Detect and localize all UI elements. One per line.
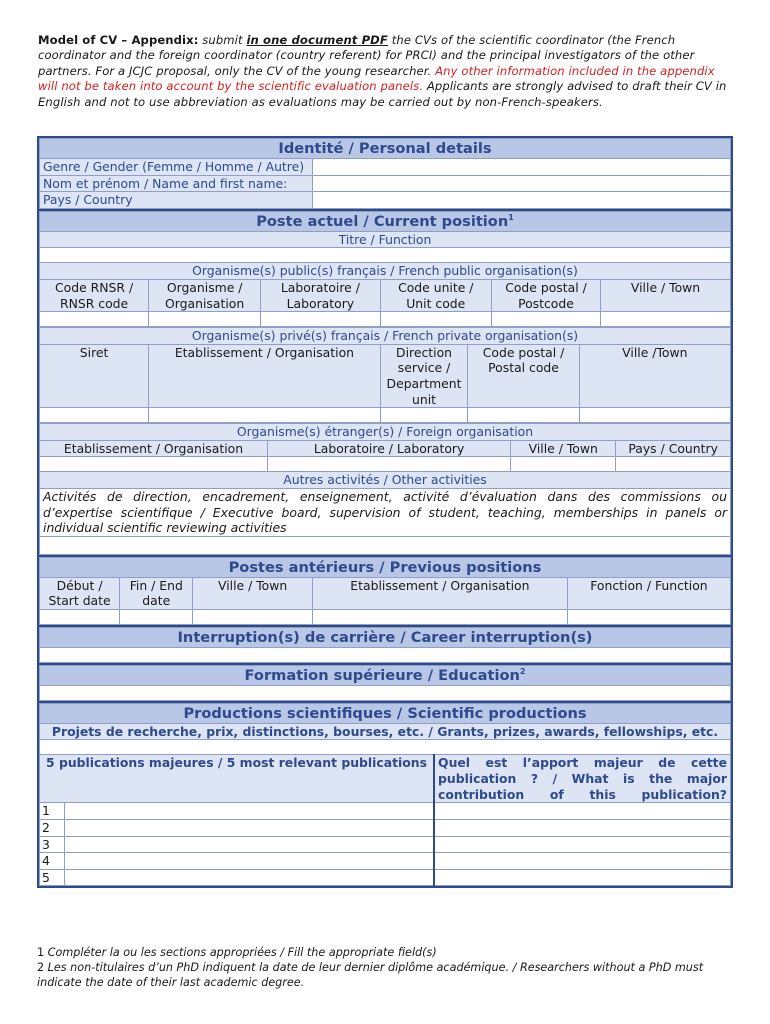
name-label: Nom et prénom / Name and first name: [40, 175, 313, 192]
grants-label: Projets de recherche, prix, distinctions, bourses, etc. / Grants, prizes, awards, fellowships, etc. [40, 723, 731, 740]
contribution-field[interactable] [434, 853, 730, 870]
private-establishment-field[interactable] [149, 408, 380, 423]
foreign-country-field[interactable] [616, 457, 731, 472]
public-org-title: Organisme(s) public(s) français / French public organisation(s) [40, 263, 731, 280]
foreign-town-field[interactable] [511, 457, 616, 472]
public-organisation-field[interactable] [149, 312, 261, 327]
publication-field[interactable] [64, 836, 434, 853]
publication-number: 3 [40, 836, 65, 853]
previous-start-field[interactable] [40, 609, 120, 624]
contribution-header: Quel est l’apport majeur de cette publication ? / What is the major contribution of this publication? [434, 755, 730, 803]
intro-text-3: Applicants are strongly advised to draft their CV in English and not to use abbreviation as evaluations may be carried out by non-French-speakers. [38, 79, 727, 109]
function-field[interactable] [40, 248, 731, 263]
section-previous-positions [37, 555, 733, 625]
publications-header: 5 publications majeures / 5 most relevant publications [40, 755, 435, 803]
private-siret-field[interactable] [40, 408, 149, 423]
publication-field[interactable] [64, 853, 434, 870]
footnote-2-number: 2 [37, 961, 45, 974]
intro-warning: Any other information included in the appendix will not be taken into account by the scientific evaluation panels. [38, 63, 715, 94]
col-town-foreign: Ville / Town [511, 440, 616, 457]
public-rnsr-field[interactable] [40, 312, 149, 327]
contribution-field[interactable] [434, 836, 730, 853]
education-title: Formation supérieure / Education [244, 666, 520, 684]
footnote-1-text: Compléter la ou les sections appropriées / Fill the appropriate field(s) [44, 946, 437, 959]
publication-number: 2 [40, 820, 65, 837]
col-unit-code: Code unite / Unit code [380, 279, 491, 311]
publication-field[interactable] [64, 869, 434, 886]
intro-lead: Model of CV – Appendix: [38, 33, 199, 47]
col-end-date: Fin / End date [120, 577, 193, 609]
foreign-laboratory-field[interactable] [268, 457, 511, 472]
current-position-title: Poste actuel / Current position [256, 212, 509, 230]
gender-field[interactable] [312, 159, 730, 176]
cv-form [37, 136, 733, 888]
other-activities-text: Activités de direction, encadrement, enseignement, activité d’évaluation dans des commissions ou d’expertise scientifique / Executive board, supervision of student, teaching, memberships in panels or individual scientific reviewing activities [40, 488, 731, 536]
section-scientific-productions [37, 701, 733, 889]
contribution-field[interactable] [434, 869, 730, 886]
intro-underlined: in one document PDF [246, 33, 388, 47]
footnote-1 [37, 945, 737, 960]
footnotes [37, 945, 737, 990]
private-department-field[interactable] [380, 408, 468, 423]
footnote-ref-1: 1 [508, 212, 514, 222]
foreign-establishment-field[interactable] [40, 457, 268, 472]
col-postal-code: Code postal / Postal code [468, 344, 579, 407]
publication-field[interactable] [64, 803, 434, 820]
private-org-title: Organisme(s) privé(s) français / French private organisation(s) [40, 328, 731, 345]
foreign-org-title: Organisme(s) étranger(s) / Foreign organisation [40, 424, 731, 441]
public-unit-code-field[interactable] [380, 312, 491, 327]
col-organisation: Organisme / Organisation [149, 279, 261, 311]
col-town: Ville / Town [601, 279, 731, 311]
footnote-2 [37, 960, 737, 990]
section-education [37, 663, 733, 701]
public-postcode-field[interactable] [491, 312, 600, 327]
col-establishment: Etablissement / Organisation [149, 344, 380, 407]
footnote-ref-2: 2 [519, 667, 526, 677]
col-establishment-foreign: Etablissement / Organisation [40, 440, 268, 457]
footnote-1-number: 1 [37, 946, 45, 959]
col-laboratory: Laboratoire / Laboratory [261, 279, 381, 311]
previous-function-field[interactable] [567, 609, 730, 624]
col-town-previous: Ville / Town [193, 577, 313, 609]
country-field[interactable] [312, 192, 730, 209]
col-establishment-previous: Etablissement / Organisation [312, 577, 567, 609]
publication-number: 5 [40, 869, 65, 886]
col-function-previous: Fonction / Function [567, 577, 730, 609]
intro-paragraph [38, 33, 734, 110]
previous-establishment-field[interactable] [312, 609, 567, 624]
col-postcode: Code postal / Postcode [491, 279, 600, 311]
other-activities-title: Autres activités / Other activities [40, 472, 731, 489]
section-identity [37, 136, 733, 209]
name-field[interactable] [312, 175, 730, 192]
previous-positions-header: Postes antérieurs / Previous positions [40, 557, 731, 577]
education-header [40, 665, 731, 685]
publication-number: 1 [40, 803, 65, 820]
career-interruption-header: Interruption(s) de carrière / Career interruption(s) [40, 627, 731, 647]
col-siret: Siret [40, 344, 149, 407]
other-activities-field[interactable] [40, 536, 731, 554]
contribution-field[interactable] [434, 820, 730, 837]
previous-town-field[interactable] [193, 609, 313, 624]
scientific-productions-header: Productions scientifiques / Scientific productions [40, 703, 731, 723]
footnote-2-text: Les non-titulaires d’un PhD indiquent la date de leur dernier diplôme académique. / Researchers without a PhD must indicate the date of their last academic degree. [37, 961, 704, 989]
current-position-header [40, 211, 731, 231]
education-field[interactable] [40, 685, 731, 700]
previous-end-field[interactable] [120, 609, 193, 624]
col-start-date: Début / Start date [40, 577, 120, 609]
identity-header: Identité / Personal details [40, 139, 731, 159]
col-department: Direction service / Department unit [380, 344, 468, 407]
col-laboratory-foreign: Laboratoire / Laboratory [268, 440, 511, 457]
intro-text-2: the CVs of the scientific coordinator (the French coordinator and the foreign coordinator (country referent) for PRCI) and the principal investigators of the other partners. For a JCJC proposal, only the CV of the young researcher. [38, 33, 695, 78]
private-town-field[interactable] [579, 408, 730, 423]
public-town-field[interactable] [601, 312, 731, 327]
intro-text-1: submit [198, 33, 247, 47]
private-postal-field[interactable] [468, 408, 579, 423]
gender-label: Genre / Gender (Femme / Homme / Autre) [40, 159, 313, 176]
career-interruption-field[interactable] [40, 647, 731, 662]
col-country-foreign: Pays / Country [616, 440, 731, 457]
col-rnsr-code: Code RNSR / RNSR code [40, 279, 149, 311]
publication-field[interactable] [64, 820, 434, 837]
section-current-position [37, 209, 733, 555]
function-label: Titre / Function [40, 231, 731, 248]
country-label: Pays / Country [40, 192, 313, 209]
col-town-private: Ville /Town [579, 344, 730, 407]
section-career-interruption [37, 625, 733, 663]
public-laboratory-field[interactable] [261, 312, 381, 327]
publication-number: 4 [40, 853, 65, 870]
grants-field[interactable] [40, 740, 731, 755]
contribution-field[interactable] [434, 803, 730, 820]
